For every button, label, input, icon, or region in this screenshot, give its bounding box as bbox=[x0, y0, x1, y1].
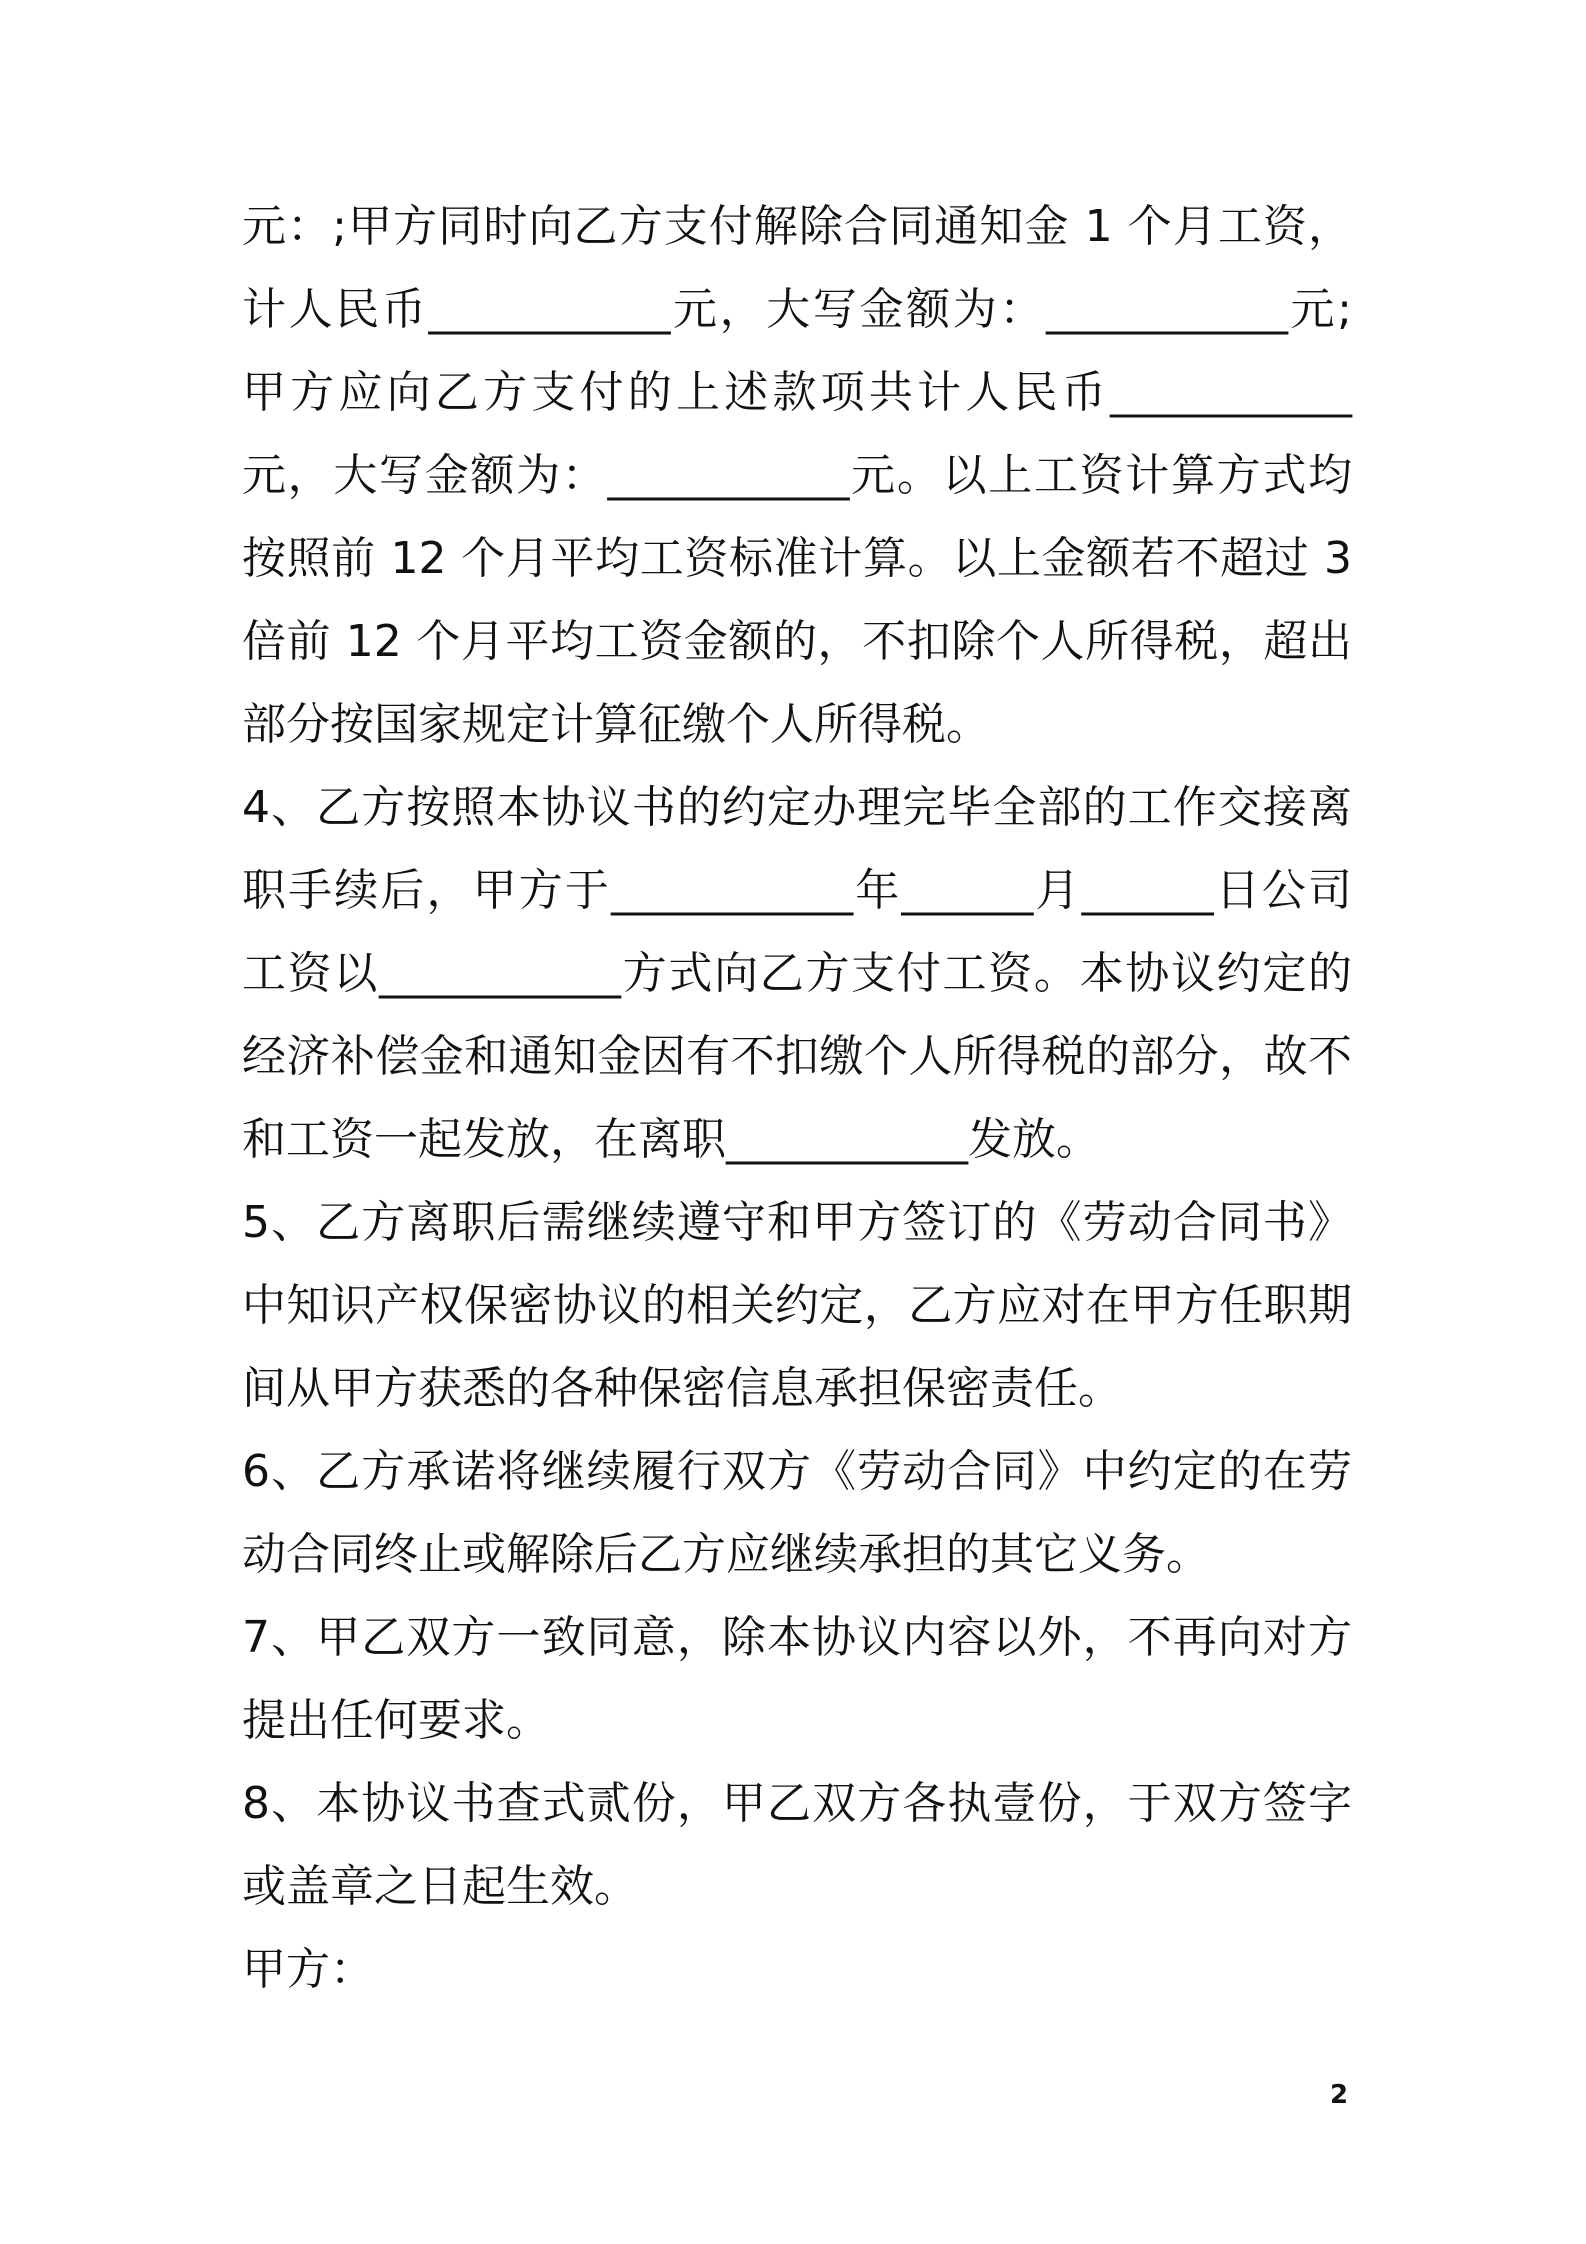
page-number: 2 bbox=[1330, 2080, 1349, 2110]
signature-party-a-label: 甲方： bbox=[242, 1944, 374, 1995]
paragraph-clause-4: 4、乙方按照本协议书的约定办理完毕全部的工作交接离职手续后，甲方于___________年______月______日公司工资以___________方式向乙方支付工资。本协议约定的经济补偿金和通知金因有不扣缴个人所得税的部分，故不和工资一起发放，在离职___________发放。 bbox=[242, 782, 1352, 1165]
document-body bbox=[242, 185, 1352, 2011]
paragraph-clause-8: 8、本协议书查式贰份，甲乙双方各执壹份，于双方签字或盖章之日起生效。 bbox=[242, 1778, 1352, 1912]
paragraph-clause-7: 7、甲乙双方一致同意，除本协议内容以外，不再向对方提出任何要求。 bbox=[242, 1612, 1352, 1746]
paragraph-compensation: 元：;甲方同时向乙方支付解除合同通知金 1 个月工资，计人民币___________元，大写金额为：___________元;甲方应向乙方支付的上述款项共计人民币___________元，大写金额为：___________元。以上工资计算方式均按照前 12 个月平均工资标准计算。以上金额若不超过 3 倍前 12 个月平均工资金额的，不扣除个人所得税，超出部分按国家规定计算征缴个人所得税。 bbox=[242, 201, 1352, 750]
paragraph-clause-6: 6、乙方承诺将继续履行双方《劳动合同》中约定的在劳动合同终止或解除后乙方应继续承担的其它义务。 bbox=[242, 1446, 1352, 1580]
paragraph-clause-5: 5、乙方离职后需继续遵守和甲方签订的《劳动合同书》中知识产权保密协议的相关约定，乙方应对在甲方任职期间从甲方获悉的各种保密信息承担保密责任。 bbox=[242, 1197, 1352, 1414]
